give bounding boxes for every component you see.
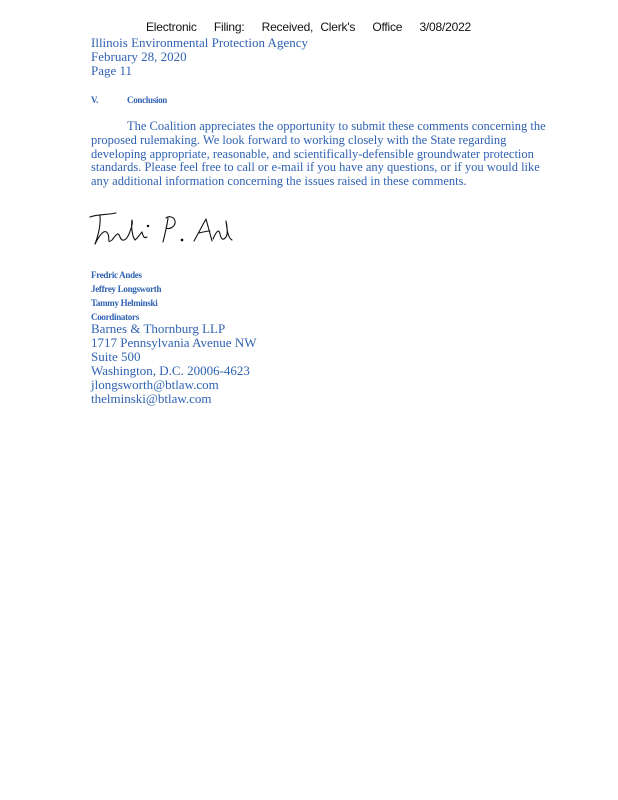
paragraph-line: The Coalition appreciates the opportunity to submit these comments concerning the — [127, 119, 546, 133]
paragraph-line: any additional information concerning the issues raised in these comments. — [91, 174, 467, 189]
letterhead — [91, 36, 308, 78]
email-address[interactable]: thelminski@btlaw.com — [91, 390, 212, 406]
section-heading — [91, 95, 167, 105]
filing-label-clerks: Clerk's — [320, 20, 356, 34]
paragraph-line: proposed rulemaking. We look forward to working closely with the State regarding — [91, 132, 507, 147]
signatories-block — [91, 268, 161, 324]
filing-label-electronic: Electronic — [146, 20, 197, 34]
conclusion-paragraph — [91, 120, 587, 189]
signatory-name: Tammy Helminski — [91, 298, 158, 308]
letterhead-page: Page 11 — [91, 63, 133, 78]
signatory-name: Jeffrey Longsworth — [91, 284, 162, 294]
firm-city: Washington, D.C. 20006-4623 — [91, 362, 250, 378]
signatory-role: Coordinators — [91, 312, 139, 322]
filing-label-filing: Filing: — [213, 20, 245, 34]
paragraph-line: developing appropriate, reasonable, and scientifically-defensible groundwater protection — [91, 146, 534, 161]
firm-name: Barnes & Thornburg LLP — [91, 321, 226, 336]
filing-label-received: Received, — [261, 20, 314, 34]
firm-street: 1717 Pennsylvania Avenue NW — [91, 334, 257, 350]
handwritten-signature — [86, 204, 236, 254]
signatory-name: Fredric Andes — [91, 270, 142, 280]
filing-date: 3/08/2022 — [419, 20, 472, 34]
letterhead-agency: Illinois Environmental Protection Agency — [91, 35, 308, 50]
filing-label-office: Office — [372, 20, 403, 34]
firm-address-block — [91, 322, 256, 405]
letterhead-date: February 28, 2020 — [91, 49, 187, 64]
filing-stamp-header — [146, 20, 485, 34]
section-title: Conclusion — [127, 95, 168, 105]
email-address[interactable]: jlongsworth@btlaw.com — [91, 376, 219, 392]
section-number: V. — [91, 95, 98, 105]
firm-suite: Suite 500 — [91, 348, 141, 364]
paragraph-line: standards. Please feel free to call or e-mail if you have any questions, or if you would like — [91, 160, 540, 175]
